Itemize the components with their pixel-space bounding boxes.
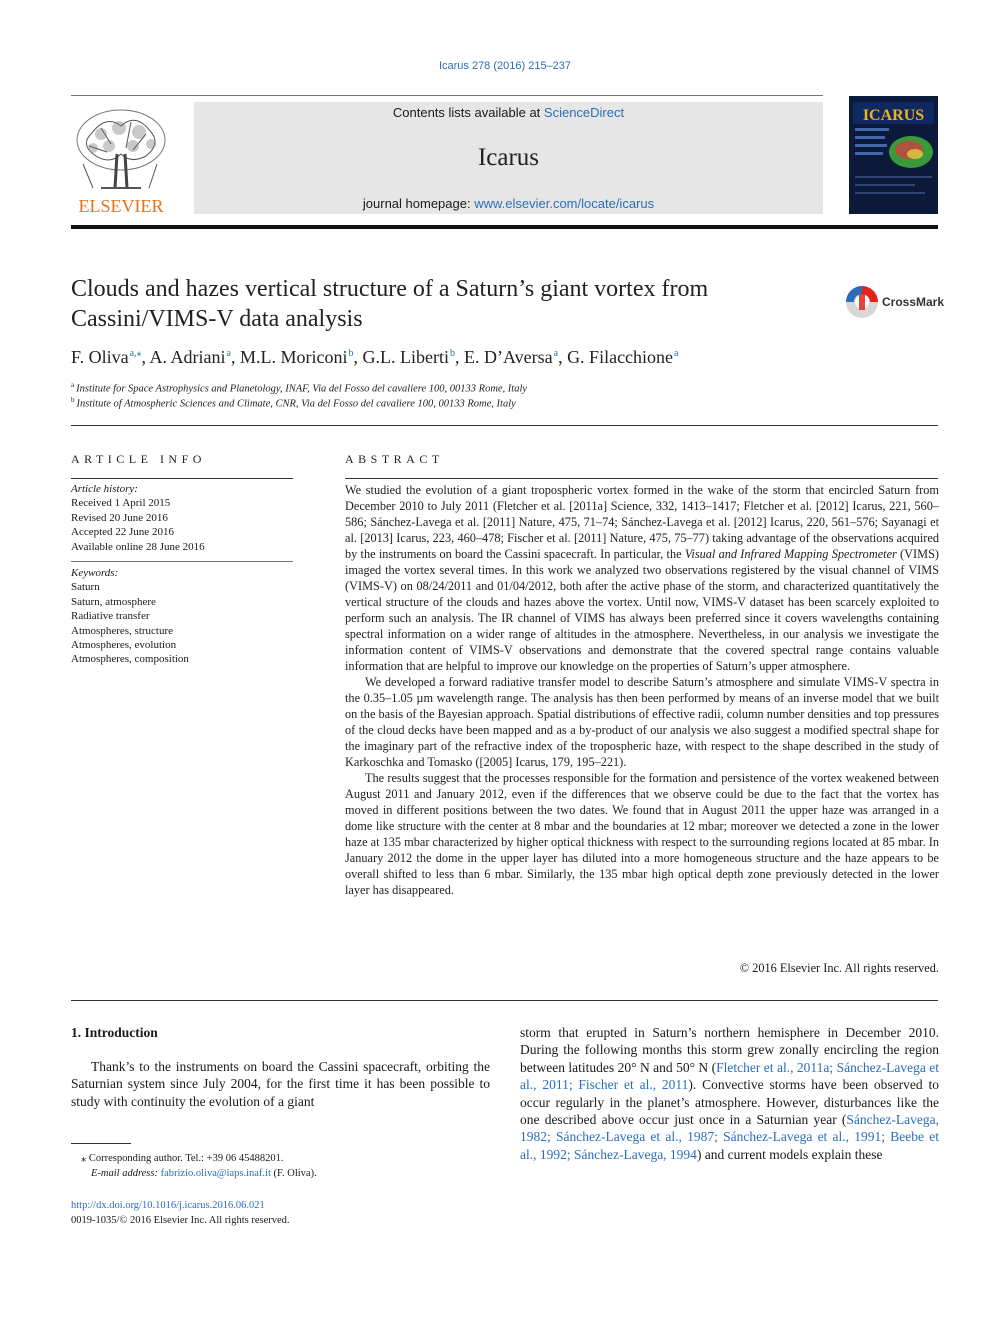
body-divider xyxy=(71,1000,938,1001)
keywords-rule xyxy=(71,561,293,562)
article-title: Clouds and hazes vertical structure of a Saturn’s giant vortex from Cassini/VIMS-V data analysis xyxy=(71,276,709,332)
doi-link[interactable]: http://dx.doi.org/10.1016/j.icarus.2016.06.021 xyxy=(71,1200,265,1211)
affiliation-b: $^b$ Institute of Atmospheric Sciences and Climate, CNR, Via del Fosso del cavaliere 100, 00133 Rome, Italy xyxy=(71,396,516,410)
body-paragraph: Thank’s to the instruments on board the Cassini spacecraft, orbiting the Saturnian system since July 2004, for the first time it has been possible to study with continuity the evolution of a giant xyxy=(71,1059,490,1109)
cover-title: ICARUS xyxy=(862,107,925,124)
body-column-left xyxy=(71,1058,490,1110)
article-info-rule xyxy=(71,478,293,479)
abstract-paragraph: We studied the evolution of a giant tropospheric vortex formed in the wake of the storm that encircled Saturn from December 2010 to July 2011 (Fletcher et al. [2011a] Science, 332, 1413–1417; Fletcher et al. [2012] Icarus, 221, 560–586; Sánchez-Lavega et al. [2011] Nature, 475, 71–74; Sánchez-Lavega et al. [2012] Icarus, 220, 561–576; Sayanagi et al. [2013] Icarus, 223, 460–478; Fischer et al. [2011] Nature, 475, 75–77) taking advantage of the observations acquired by the instruments on board the Cassini spacecraft. In particular, the Visual and Infrared Mapping Spectrometer (VIMS) imaged the vortex several times. In this work we analyzed two observations registered by the visual channel of VIMS (VIMS-V) on 08/24/2011 and 01/04/2012, both after the active phase of the storm, and characterized quantitatively the vertical structure of the clouds and hazes above the vortex. Until now, VIMS-V dataset has been scarcely exploited to perform such an analysis. The IR channel of VIMS has always been preferred since it covers wavelengths containing spectral information on a wider range of altitudes in the atmosphere. Nevertheless, in our analysis we investigate the information content of VIMS-V observations and demonstrate that the covered spectral range contains valuable information that are helpful to improve our knowledge on the properties of Saturn’s upper atmosphere. xyxy=(345,483,939,673)
author[interactable]: G.L. Liberti$^b$ xyxy=(362,347,455,367)
author-affiliation-mark: a xyxy=(674,348,679,359)
author[interactable]: A. Adriani$^a$ xyxy=(149,347,231,367)
author-affiliation-mark: a,⁎ xyxy=(129,348,142,359)
crossmark-label: CrossMark xyxy=(882,295,944,309)
author-affiliation-mark: b xyxy=(348,348,354,359)
keywords-label: Keywords: xyxy=(71,567,119,579)
corresponding-author-footnote xyxy=(71,1151,490,1181)
affiliation-a: $^a$ Institute for Space Astrophysics and Planetology, INAF, Via del Fosso del cavaliere 100, 00133 Rome, Italy xyxy=(71,381,528,395)
journal-citation[interactable]: Icarus 278 (2016) 215–237 xyxy=(438,60,572,72)
author-affiliation-mark: a xyxy=(226,348,231,359)
author-affiliation-mark: b xyxy=(449,348,455,359)
abstract-paragraph: The results suggest that the processes responsible for the formation and persistence of the vortex weakened between August 2011 and January 2012, even if the differences that we observe could be due to the fact that the vortex has moved in different positions between the two dates. We found that in August 2011 the upper haze was arranged in a dome like structure with the center at 8 mbar and the boundaries at 12 mbar; moreover we detected a zone in the lower haze at 135 mbar characterized by higher optical thickness with respect to the surrounding regions located at 85 mbar. In January 2012 the dome in the upper layer has diluted into a more homogeneous structure and the haze appears to be overall shifted to less than 6 mbar. Similarly, the 135 mbar high optical depth zone previously detected in the lower layer has disappeared. xyxy=(345,771,939,897)
journal-cover-image xyxy=(849,96,938,214)
crossmark-badge[interactable] xyxy=(844,284,944,320)
section-heading-introduction: 1. Introduction xyxy=(71,1025,158,1040)
author-list: F. Oliva$^{a,⁎}$, A. Adriani$^a$, M.L. Moriconi$^b$, G.L. Liberti$^b$, E. D’Aversa$^a$, G. Filacchione$^a$ xyxy=(71,347,679,367)
body-paragraph: storm that erupted in Saturn’s northern hemisphere in December 2010. During the following months this storm grew zonally encircling the region between latitudes 20° N and 50° N (Fletcher et al., 2011a; Sánchez-Lavega et al., 2011; Fischer et al., 2011). Convective storms have been observed to occur regularly in the planet’s atmosphere. However, disturbances like the one described above occur just once in a Saturnian year (Sánchez-Lavega, 1982; Sánchez-Lavega et al., 1987; Sánchez-Lavega et al., 1991; Beebe et al., 1992; Sánchez-Lavega, 1994) and current models explain these xyxy=(520,1025,940,1162)
keyword-item: Saturn, atmosphere xyxy=(71,595,156,608)
elsevier-logo xyxy=(71,104,171,216)
header-top-rule xyxy=(71,95,823,96)
keyword-item: Atmospheres, evolution xyxy=(71,639,177,652)
history-item: Revised 20 June 2016 xyxy=(71,511,168,524)
author[interactable]: E. D’Aversa$^a$ xyxy=(463,347,559,367)
journal-homepage-line xyxy=(194,196,823,211)
article-history xyxy=(71,482,293,554)
keyword-item: Atmospheres, composition xyxy=(71,653,189,666)
author[interactable]: G. Filacchione$^a$ xyxy=(567,347,679,367)
keyword-item: Atmospheres, structure xyxy=(71,624,174,637)
keyword-item: Saturn xyxy=(71,581,100,594)
history-item: Received 1 April 2015 xyxy=(71,497,171,510)
author-affiliation-mark: a xyxy=(553,348,559,359)
keywords xyxy=(71,566,293,667)
corresponding-author-line: ⁎ Corresponding author. Tel.: +39 06 45488201. xyxy=(81,1153,284,1164)
footnote-rule xyxy=(71,1143,131,1144)
email-link[interactable]: fabrizio.oliva@iaps.inaf.it xyxy=(160,1168,271,1179)
abstract-copyright: © 2016 Elsevier Inc. All rights reserved. xyxy=(739,961,939,975)
elsevier-tree-icon xyxy=(71,104,171,216)
homepage-link[interactable]: www.elsevier.com/locate/icarus xyxy=(474,196,655,211)
journal-name: Icarus xyxy=(477,144,540,171)
title-divider xyxy=(71,425,938,426)
crossmark-icon xyxy=(844,284,944,320)
abstract-paragraph: We developed a forward radiative transfer model to describe Saturn’s atmosphere and simulate VIMS-V spectra in the 0.35–1.05 µm wavelength range. The analysis has then been performed by means of an inverse model that we built on the basis of the Bayesian approach. Spatial distributions of effective radii, column number densities and top pressures of the cloud decks have been mapped and as a by-product of our analysis we also suggest a modified spectral shape for the imaginary part of the refractive index of the tropospheric haze, with respect to the shape described in the study of Karkoschka and Tomasko ([2005] Icarus, 179, 195–221). xyxy=(345,675,939,769)
homepage-prefix: journal homepage: xyxy=(362,196,475,211)
sciencedirect-link[interactable]: ScienceDirect xyxy=(543,105,625,120)
abstract-heading: ABSTRACT xyxy=(345,452,444,466)
keyword-item: Radiative transfer xyxy=(71,610,150,623)
email-line: E-mail address: fabrizio.oliva@iaps.inaf.it (F. Oliva). xyxy=(91,1168,317,1179)
abstract-rule xyxy=(345,478,938,479)
body-column-right xyxy=(520,1024,939,1163)
reference-link[interactable]: Sánchez-Lavega, 1982; Sánchez-Lavega et al., 1987; Sánchez-Lavega et al., 1991; Beebe et al., 1992; Sánchez-Lavega, 1994 xyxy=(520,1112,939,1162)
issn-line: 0019-1035/© 2016 Elsevier Inc. All rights reserved. xyxy=(71,1215,290,1226)
article-info-heading: ARTICLE INFO xyxy=(71,452,206,466)
contents-prefix: Contents lists available at xyxy=(392,105,544,120)
history-item: Accepted 22 June 2016 xyxy=(71,526,174,539)
elsevier-wordmark: ELSEVIER xyxy=(78,196,164,216)
header-thick-rule xyxy=(71,225,938,229)
history-item: Available online 28 June 2016 xyxy=(71,540,205,553)
journal-cover[interactable] xyxy=(849,96,938,214)
contents-line xyxy=(194,105,823,120)
abstract-body xyxy=(345,482,939,898)
author[interactable]: M.L. Moriconi$^b$ xyxy=(239,347,354,367)
author[interactable]: F. Oliva$^{a,⁎}$ xyxy=(71,347,142,367)
reference-link[interactable]: Fletcher et al., 2011a; Sánchez-Lavega et al., 2011; Fischer et al., 2011 xyxy=(520,1059,939,1093)
history-label: Article history: xyxy=(71,483,138,495)
